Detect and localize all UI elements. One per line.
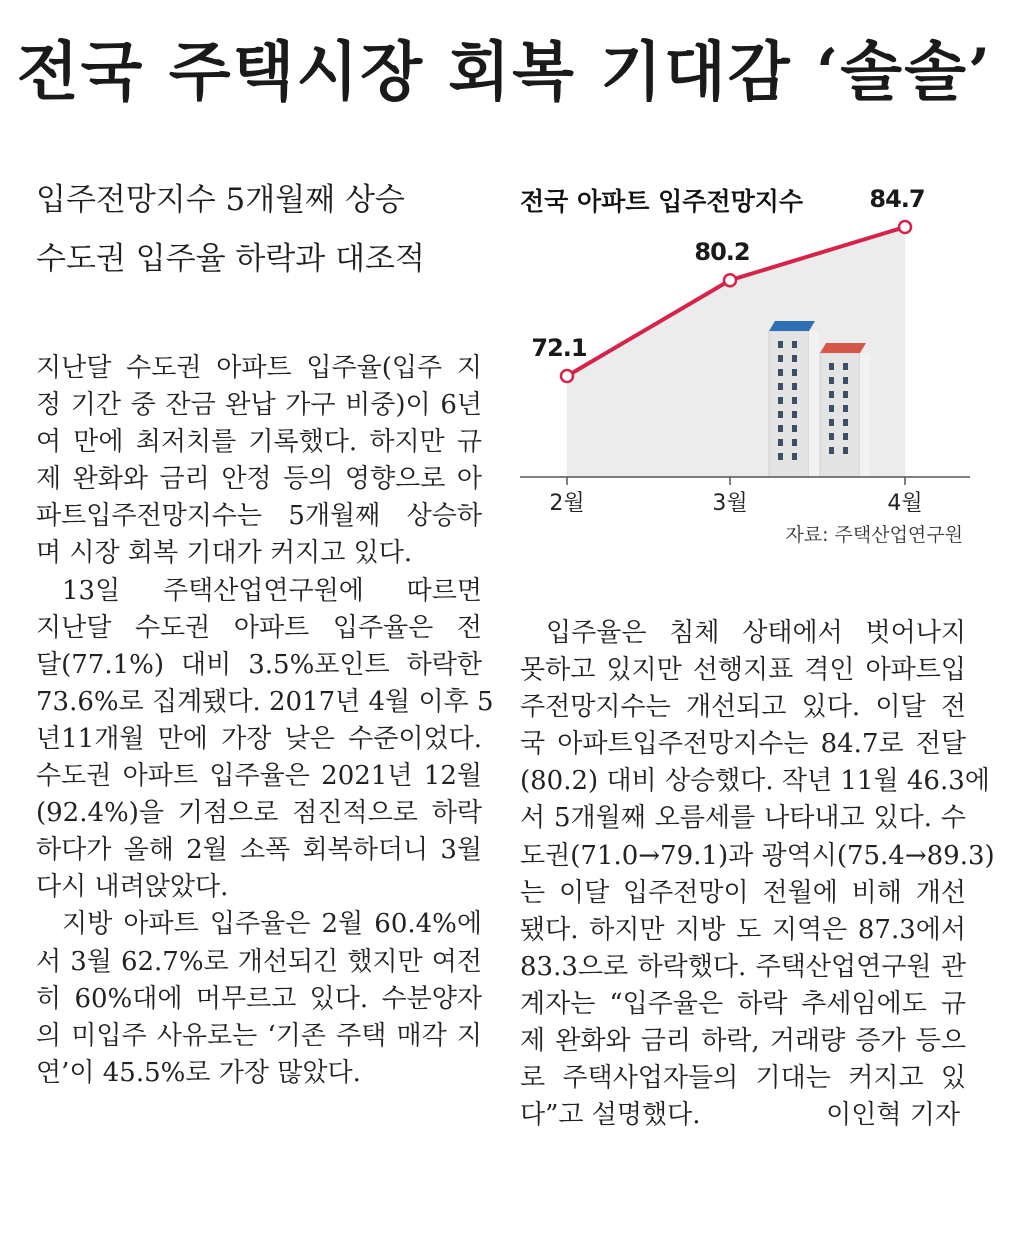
building-right-roof [820,343,866,353]
body-text-line: 73.6%로 집계됐다. 2017년 4월 이후 5 [36,686,494,717]
building-left-window [778,355,783,362]
body-text-line: 됐다. 하지만 지방 도 지역은 87.3에서 [520,914,966,945]
body-text-line: 서 5개월째 오름세를 나타내고 있다. 수 [520,803,966,834]
right-column-lines [520,615,995,1097]
x-tick-label: 3월 [712,491,748,516]
body-text-line: (80.2) 대비 상승했다. 작년 11월 46.3에 [520,766,990,797]
data-point [899,221,911,233]
article-body-left-column [36,350,494,1092]
building-right-window [843,405,848,412]
data-label: 80.2 [694,238,750,267]
body-text-line: 지방 아파트 입주율은 2월 60.4%에 [62,909,482,940]
building-left-window [778,453,783,460]
body-text-line: 년11개월 만에 가장 낮은 수준이었다. [36,723,482,754]
building-right-window [829,363,834,370]
building-left-window [792,453,797,460]
body-text-line: 로 주택사업자들의 기대는 커지고 있 [520,1063,966,1094]
body-text-line: 의 미입주 사유로는 ‘기존 주택 매각 지 [36,1020,482,1051]
headline: 전국 주택시장 회복 기대감 ‘솔솔’ [16,35,993,110]
body-text-line: 수도권 아파트 입주율은 2021년 12월 [36,761,482,792]
building-left-window [792,411,797,418]
closing-line: 다”고 설명했다. [520,1100,701,1131]
article-body-right-column [520,615,995,1134]
building-right-window [829,405,834,412]
body-text-line: 못하고 있지만 선행지표 격인 아파트입 [520,655,966,686]
body-text-line: 13일 주택산업연구원에 따르면 [62,575,482,606]
body-text-line: 계자는 “입주율은 하락 추세임에도 규 [520,988,966,1019]
building-right-body [820,353,860,477]
body-text-line: 83.3으로 하락했다. 주택산업연구원 관 [520,951,966,982]
building-right-window [829,419,834,426]
body-text-line: 도권(71.0→79.1)과 광역시(75.4→89.3) [520,840,995,871]
byline: 이인혁 기자 [826,1100,960,1131]
body-text-line: 서 3월 62.7%로 개선되긴 했지만 여전 [36,946,482,977]
body-text-line: 정 기간 중 잔금 완납 가구 비중)이 6년 [36,390,482,421]
building-left-roof [769,321,815,331]
x-tick-label: 4월 [887,491,923,516]
building-left-window [792,369,797,376]
building-right-window [829,391,834,398]
chart-source: 자료: 주택산업연구원 [785,524,963,546]
building-left-window [792,383,797,390]
subheadline-1: 입주전망지수 5개월째 상승 [36,182,405,218]
building-left-window [778,341,783,348]
building-left-window [792,425,797,432]
building-left-window [778,383,783,390]
building-right-window [829,377,834,384]
body-text-line: (92.4%)을 기점으로 점진적으로 하락 [36,798,482,829]
data-label: 84.7 [869,185,925,213]
body-text-line: 입주율은 침체 상태에서 벗어나지 [546,618,966,648]
body-text-line: 지난달 수도권 아파트 입주율(입주 지 [36,353,482,383]
building-right-window [843,419,848,426]
building-left-side [809,331,819,477]
body-text-line: 하다가 올해 2월 소폭 회복하더니 3월 [36,835,482,866]
body-text-line: 연’이 45.5%로 가장 많았다. [36,1057,361,1088]
body-text-line: 지난달 수도권 아파트 입주율은 전 [36,612,482,643]
building-left-window [778,439,783,446]
building-left-window [778,411,783,418]
building-right-window [843,363,848,370]
subheadline-2: 수도권 입주율 하락과 대조적 [36,241,425,277]
building-left-window [792,341,797,348]
body-text-line: 국 아파트입주전망지수는 84.7로 전달 [520,729,966,760]
building-left-window [792,397,797,404]
building-right-window [843,433,848,440]
data-label: 72.1 [531,334,587,362]
building-right-side [860,353,870,477]
building-left-window [792,439,797,446]
building-left-window [778,369,783,376]
building-right-window [843,391,848,398]
chart-title: 전국 아파트 입주전망지수 [520,187,804,216]
body-text-line: 다시 내려앉았다. [36,872,229,903]
body-text-line: 제 완화와 금리 안정 등의 영향으로 아 [36,464,482,495]
body-text-line: 히 60%대에 머무르고 있다. 수분양자 [36,983,482,1014]
building-right-window [829,433,834,440]
x-tick-label: 2월 [549,491,585,516]
building-left-body [769,331,809,477]
building-left-window [792,355,797,362]
building-left-window [778,425,783,432]
building-right-window [829,447,834,454]
building-right-window [843,447,848,454]
body-text-line: 며 시장 회복 기대가 커지고 있다. [36,538,413,569]
body-text-line: 달(77.1%) 대비 3.5%포인트 하락한 [36,649,482,680]
body-text-line: 파트입주전망지수는 5개월째 상승하 [36,501,482,532]
building-right-window [843,377,848,384]
body-text-line: 는 이달 입주전망이 전월에 비해 개선 [520,877,966,908]
closing-row [520,1097,966,1134]
data-point [561,370,573,382]
data-point [724,274,736,286]
body-text-line: 여 만에 최저치를 기록했다. 하지만 규 [36,427,482,458]
body-text-line: 주전망지수는 개선되고 있다. 이달 전 [520,692,966,723]
building-left-window [778,397,783,404]
body-text-line: 제 완화와 금리 하락, 거래량 증가 등으 [520,1026,966,1057]
